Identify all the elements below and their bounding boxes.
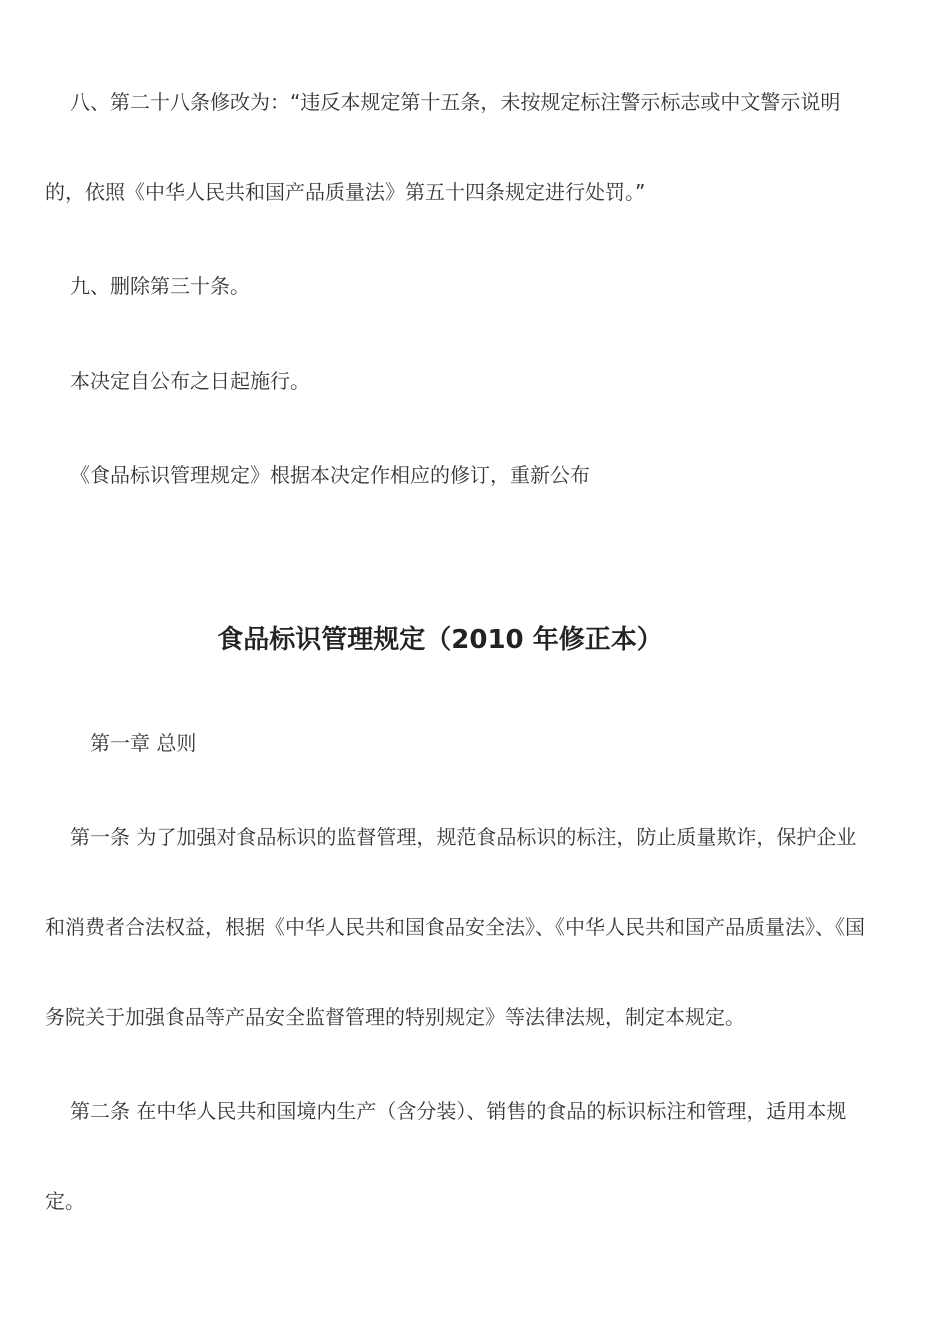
article-1-line-3: 务院关于加强食品等产品安全监督管理的特别规定》等法律法规，制定本规定。 xyxy=(45,1005,745,1029)
paragraph-item-9: 九、删除第三十条。 xyxy=(70,274,250,298)
paragraph-item-8-line-1: 八、第二十八条修改为：“违反本规定第十五条，未按规定标注警示标志或中文警示说明 xyxy=(70,90,841,114)
article-2-line-1: 第二条 在中华人民共和国境内生产（含分装）、销售的食品的标识标注和管理，适用本规 xyxy=(70,1099,847,1123)
article-1-line-2: 和消费者合法权益，根据《中华人民共和国食品安全法》、《中华人民共和国产品质量法》、《国 xyxy=(45,915,865,939)
article-1-line-1: 第一条 为了加强对食品标识的监督管理，规范食品标识的标注，防止质量欺诈，保护企业 xyxy=(70,825,857,849)
article-2-line-2: 定。 xyxy=(45,1189,85,1213)
paragraph-republish-note: 《食品标识管理规定》根据本决定作相应的修订，重新公布 xyxy=(70,463,590,487)
paragraph-effective-date: 本决定自公布之日起施行。 xyxy=(70,369,310,393)
paragraph-item-8-line-2: 的，依照《中华人民共和国产品质量法》第五十四条规定进行处罚。” xyxy=(45,180,646,204)
chapter-heading: 第一章 总则 xyxy=(90,731,197,755)
document-title: 食品标识管理规定（2010 年修正本） xyxy=(217,625,663,655)
